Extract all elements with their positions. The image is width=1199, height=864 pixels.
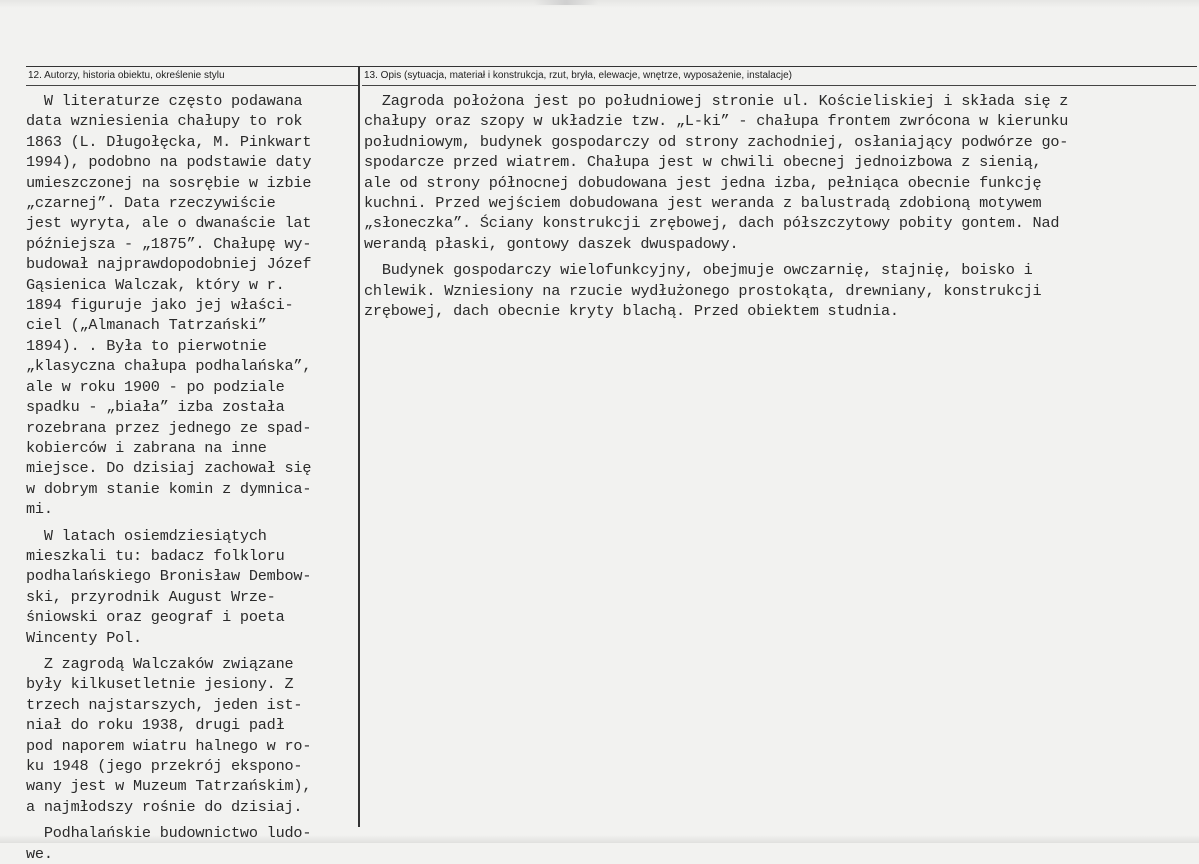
text-line: W literaturze często podawana xyxy=(26,92,303,110)
text-line: zrębowej, dach obecnie kryty blachą. Przed obiektem studnia. xyxy=(364,302,899,321)
history-text xyxy=(26,86,358,864)
description-text xyxy=(362,86,1196,321)
text-line: spodarcze przed wiatrem. Chałupa jest w chwili obecnej jednoizbowa z sienią, xyxy=(364,153,1042,172)
text-line: a najmłodszy rośnie do dzisiaj. xyxy=(26,797,303,816)
text-line: późniejsza - „1875”. Chałupę wy- xyxy=(26,234,312,253)
text-line: Budynek gospodarczy wielofunkcyjny, obejmuje owczarnię, stajnię, boisko i xyxy=(364,261,1033,280)
text-line: rozebrana przez jednego ze spad- xyxy=(26,418,312,437)
text-line: podhalańskiego Bronisław Dembow- xyxy=(26,567,312,586)
scan-artifact xyxy=(534,0,598,5)
text-line: pod naporem wiatru halnego w ro- xyxy=(26,736,312,755)
text-line: ski, przyrodnik August Wrze- xyxy=(26,587,276,606)
text-line: wany jest w Muzeum Tatrzańskim), xyxy=(26,777,312,796)
text-line: ciel („Almanach Tatrzański” xyxy=(26,316,267,335)
text-line: Wincenty Pol. xyxy=(26,628,142,647)
left-paragraph xyxy=(26,654,358,817)
text-line: „czarnej”. Data rzeczywiście xyxy=(26,194,276,213)
text-line: były kilkusetletnie jesiony. Z xyxy=(26,675,294,694)
text-line: jest wyryta, ale o dwanaście lat xyxy=(26,214,312,233)
text-line: „słoneczka”. Ściany konstrukcji zrębowej, dach półszczytowy pobity gontem. Nad xyxy=(364,214,1060,233)
text-line: kobierców i zabrana na inne xyxy=(26,438,267,457)
description-field-heading: 13. Opis (sytuacja, materiał i konstrukcja, rzut, bryła, elewacje, wnętrze, wyposażenie, instalacje) xyxy=(362,67,1196,86)
text-line: W latach osiemdziesiątych xyxy=(26,526,267,545)
text-line: spadku - „biała” izba została xyxy=(26,398,285,417)
text-line: Zagroda położona jest po południowej stronie ul. Kościeliskiej i składa się z xyxy=(364,92,1069,110)
text-line: ale w roku 1900 - po podziale xyxy=(26,377,285,396)
description-column xyxy=(362,67,1196,827)
text-line: mieszkali tu: badacz folkloru xyxy=(26,546,285,565)
text-line: chałupy oraz szopy w układzie tzw. „L-ki” - chałupa frontem zwrócona w kierunku xyxy=(364,112,1069,131)
text-line: 1863 (L. Długołęcka, M. Pinkwart xyxy=(26,132,312,151)
right-paragraph xyxy=(364,91,1196,254)
text-line: „klasyczna chałupa podhalańska”, xyxy=(26,357,312,376)
text-line: werandą płaski, gontowy daszek dwuspadowy. xyxy=(364,234,739,253)
text-line: miejsce. Do dzisiaj zachował się xyxy=(26,459,312,478)
text-line: niał do roku 1938, drugi padł xyxy=(26,716,285,735)
right-paragraph xyxy=(364,260,1196,321)
text-line: mi. xyxy=(26,500,53,519)
text-line: we. xyxy=(26,844,53,863)
column-divider xyxy=(358,67,360,827)
text-line: 1994), podobno na podstawie daty xyxy=(26,153,312,172)
text-line: data wzniesienia chałupy to rok xyxy=(26,112,303,131)
text-line: trzech najstarszych, jeden ist- xyxy=(26,695,303,714)
text-line: Podhalańskie budownictwo ludo- xyxy=(26,824,312,843)
left-paragraph xyxy=(26,823,358,864)
text-line: 1894). . Była to pierwotnie xyxy=(26,336,267,355)
text-line: Gąsienica Walczak, który w r. xyxy=(26,275,285,294)
text-line: 1894 figuruje jako jej właści- xyxy=(26,296,294,315)
text-line: chlewik. Wzniesiony na rzucie wydłużonego prostokąta, drewniany, konstrukcji xyxy=(364,281,1042,300)
text-line: ku 1948 (jego przekrój ekspono- xyxy=(26,757,303,775)
left-paragraph xyxy=(26,91,358,520)
text-line: w dobrym stanie komin z dymnica- xyxy=(26,479,312,498)
history-field-heading: 12. Autorzy, historia obiektu, określenie stylu xyxy=(26,67,358,86)
history-column xyxy=(26,67,358,863)
record-form xyxy=(26,66,1197,863)
text-line: umieszczonej na sosrębie w izbie xyxy=(26,173,312,192)
text-line: ale od strony północnej dobudowana jest jedna izba, pełniąca obecnie funkcję xyxy=(364,173,1042,192)
text-line: budował najprawdopodobniej Józef xyxy=(26,255,312,274)
text-line: śniowski oraz geograf i poeta xyxy=(26,608,285,627)
text-line: kuchni. Przed wejściem dobudowana jest weranda z balustradą zdobioną motywem xyxy=(364,194,1042,213)
text-line: południowym, budynek gospodarczy od strony zachodniej, osłaniający podwórze go- xyxy=(364,132,1069,151)
text-line: Z zagrodą Walczaków związane xyxy=(26,654,294,673)
left-paragraph xyxy=(26,526,358,648)
